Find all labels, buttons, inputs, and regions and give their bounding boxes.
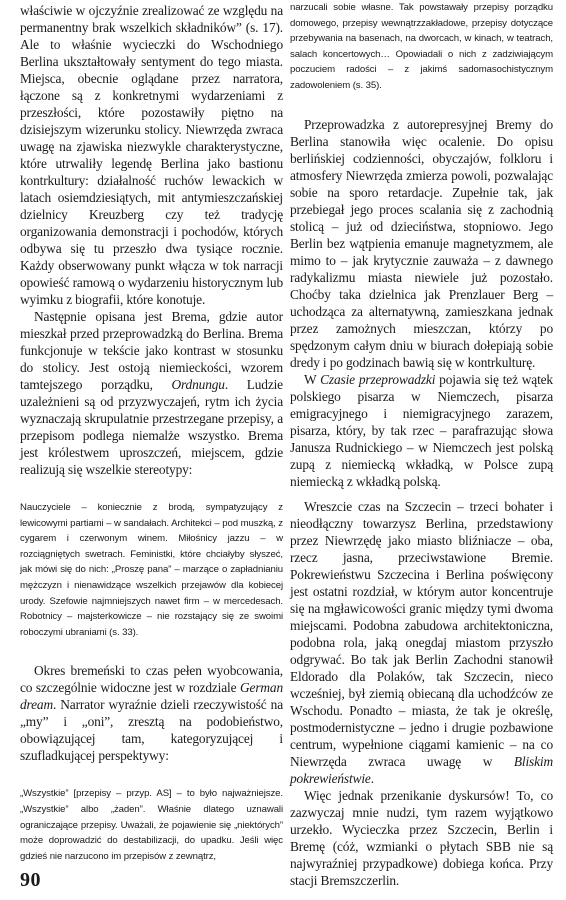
page-number: 90 xyxy=(20,869,41,891)
paragraph-relocation: Przeprowadzka z autorepresyjnej Bremy do Berlina stanowiła więc ocalenie. Do opisu berlińskiej codzienności, obyczajów, folkloru i atmosfery Niewrzęda zmierza powoli, pozwalając sobie na sporo retardacje. Zupełnie tak, jak przebiegał jego proces scalania się z zachodnią stolicą – już od dzieciństwa, stopniowo. Jego Berlin bez wątpienia emanuje magnetyzmem, ale mimo to – jak krytycznie zauważa – z dawnego radykalizmu miasta niewiele już pozostało. Choćby taka dzielnica jak Prenzlauer Berg – uchodząca za alternatywną, zamieszkana jednak przez zamożnych mieszczan, którzy po spędzonym całym dniu w biurach dołepiają sobie dredy i po godzinach bawią się w kontrkulturę. xyxy=(290,116,553,370)
quote-stereotypes: Nauczyciele – koniecznie z brodą, sympatyzujący z lewicowymi partiami – w sandałach. Architekci – pod muszką, z cygarem i czerwonym winem. Miłośnicy jazzu – w rozciągniętych swetrach. Feministki, które chciałyby słyszeć, jak mówi się do nich: „Proszę pana” – marzące o zapładnianiu mężczyzn i nienawidzące wszelkich przejawów dla kobiecej urody. Szefowie najmniejszych nawet firm – w mercedesach. Robotnicy – majsterkowicze – nie rozstający się ze swoimi roboczymi ubraniami (s. 33). xyxy=(20,502,283,638)
right-column xyxy=(290,0,553,889)
paragraph-brema: Następnie opisana jest Brema, gdzie autor mieszkał przed przeprowadzką do Berlina. Brema funkcjonuje w tekście jako kontrast w stosunku do stolicy. Jest ostoją niemieckości, wzorem tamtejszego porządku, Ordnungu. Ludzie uzależnieni są od przyzwyczajeń, rytm ich życia wyznaczają skrupulatnie przestrzegane przepisy, a przepisom podlega niemalże wszystko. Brema jest królestwem uproszczeń, miejscem, gdzie realizują się wszelkie stereotypy: xyxy=(20,309,283,477)
paragraph-german-dream: Okres bremeński to czas pełen wyobcowania, co szczególnie widoczne jest w rozdziale German dream. Narrator wyraźnie dzieli rzeczywistość na „my” i „oni”, zresztą na podobieństwo, obowiązującej tam, kategoryzującej i szufladkującej perspektywy: xyxy=(20,663,283,764)
paragraph-szczecin: Wreszcie czas na Szczecin – trzeci bohater i nieodłączny towarzysz Berlina, przedstawiony przez Niewrzędę jako miasto bliźniacze – oba, rzecz jasna, przeciwstawione Bremie. Pokrewieństwu Szczecina i Berlina poświęcony jest ostatni rozdział, w którym autor koncentruje się na mgławicowości granic między tymi dwoma miejscami. Podobna zabudowa architektoniczna, podobna rola, jaką onegdaj miastom przyszło odgrywać. Bo tak jak Berlin Zachodni stanowił Eldorado dla Polaków, tak Szczecin, nieco wcześniej, był ziemią obiecaną dla uchodźców ze Wschodu. Ponadto – miasta, że tak je określę, postmodernistyczne – jedno i drugie pozbawione centrum, wypełnione ciągami kamienic – na co Niewrzęda zwraca uwagę w Bliskim pokrewieństwie. xyxy=(290,498,553,786)
paragraph-conclusion: Więc jednak przenikanie dyskursów! To, co zazwyczaj mnie nudzi, tym razem wyjątkowo urzekło. Wycieczka przez Szczecin, Berlin i Bremę (cóż, wzmianki o płytach SBB nie są najwyraźniej przypadkowe) dobiega końca. Przy stacji Bremszczerlin. xyxy=(290,787,553,888)
german-dream-title: German dream xyxy=(20,680,283,713)
book-title: Czasie przeprowadzki xyxy=(320,371,436,387)
paragraph-polish-writer: W Czasie przeprowadzki pojawia się też wątek polskiego pisarza w Niemczech, pisarza emigracyjnego i niemigracyjnego zarazem, pisarza, który, by tak rzec – parafrazując słowa Janusza Rudnickiego – w Niemczech jest polską zupą z niemiecką wkładką, w Polsce zupą niemiecką z wkładką polską. xyxy=(290,371,553,489)
quote-rules-continued: narzucali sobie własne. Tak powstawały przepisy porządku domowego, przepisy wewnątrzzakładowe, przepisy dotyczące przebywania na basenach, na dworcach, w kinach, w teatrach, salach koncertowych… Opowiadali o nich z zadziwiającym poczuciem radości – z jakimś sadomasochistycznym zadowoleniem (s. 35). xyxy=(290,2,553,91)
paragraph-berlin-intro: właściwie w ojczyźnie zrealizować ze względu na permanentny brak wszelkich składników” (s. 17). Ale to właśnie wycieczki do Wschodniego Berlina ukształtowały sentyment do tego miasta. Miejsca, obecnie oglądane przez narratora, łączone są z konkretnymi wydarzeniami z przeszłości, które pozostawiły piętno na dzisiejszym wizerunku stolicy. Niewrzęda zwraca uwagę na zjawiska niezwykle charakterystyczne, które utrwaliły legendę Berlina jako bastionu kontrkultury: działalność ruchów lewackich w latach osiemdziesiątych, mit antymieszczańskiej dzielnicy Kreuzberg czy też tradycję organizowania demonstracji i pochodów, których odbywa się tu przeszło dwa tysiące rocznie. Każdy obserwowany punkt włącza w tok narracji opowieść ramową o wydarzeniu historycznym lub wyimku z biografii, które konotuje. xyxy=(20,3,283,307)
chapter-title: Bliskim pokrewieństwie xyxy=(290,753,553,786)
quote-rules: „Wszystkie” [przepisy – przyp. AS] – to było najważniejsze. „Wszystkie” albo „żaden”. Właśnie dlatego uznawali ograniczające przepisy. Uważali, że pojawienie się „niektórych” może doprowadzić do destabilizacji, do upadku. Jeśli więc gdzieś nie narzucono im przepisów z zewnątrz, xyxy=(20,788,283,862)
left-column xyxy=(20,2,283,864)
ordnung-term: Ordnungu xyxy=(171,377,225,392)
